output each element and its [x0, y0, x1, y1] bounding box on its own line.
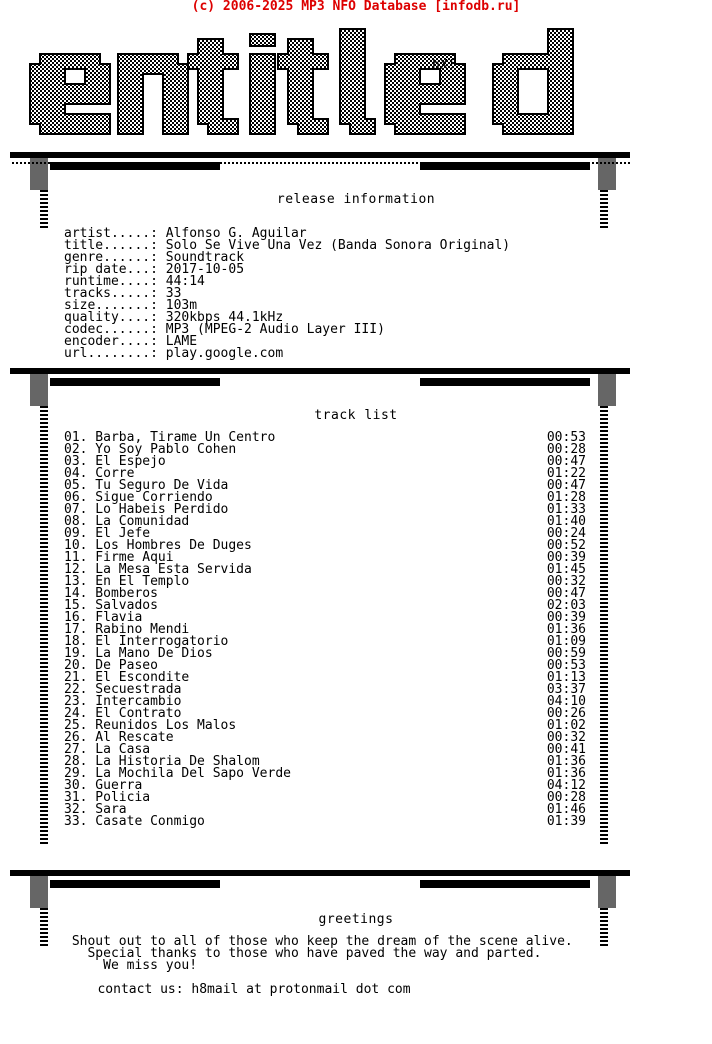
track-title: 27. La Casa: [64, 742, 151, 757]
release-info-key: encoder....:: [64, 334, 166, 349]
logo-tag: hX!: [432, 58, 456, 73]
release-info-value: 320kbps 44.1kHz: [165, 310, 284, 325]
right-border: [600, 406, 608, 846]
track-duration: 00:39: [546, 550, 586, 565]
track-duration: 01:45: [546, 562, 586, 577]
track-title: 29. La Mochila Del Sapo Verde: [64, 766, 291, 781]
track-title: 18. El Interrogatorio: [64, 634, 229, 649]
track-duration: 00:32: [546, 730, 586, 745]
track-title: 24. El Contrato: [64, 706, 182, 721]
entitled-logo: [0, 14, 712, 144]
track-title: 17. Rabino Mendi: [64, 622, 190, 637]
track-duration: 03:37: [546, 682, 586, 697]
track-duration: 01:09: [546, 634, 586, 649]
track-duration: 04:10: [546, 694, 586, 709]
section-divider: [0, 150, 712, 190]
track-title: 20. De Paseo: [64, 658, 158, 673]
track-title: 05. Tu Seguro De Vida: [64, 478, 229, 493]
track-duration: 04:12: [546, 778, 586, 793]
track-title: 32. Sara: [64, 802, 127, 817]
greeting-line: We miss you!: [64, 958, 198, 973]
track-row: [64, 456, 586, 468]
greeting-line: Shout out to all of those who keep the dream of the scene alive.: [64, 934, 573, 949]
release-info-value: play.google.com: [165, 346, 284, 361]
track-row: [64, 768, 586, 780]
track-title: 06. Sigue Corriendo: [64, 490, 213, 505]
track-duration: 01:28: [546, 490, 586, 505]
track-title: 25. Reunidos Los Malos: [64, 718, 237, 733]
track-title: 15. Salvados: [64, 598, 158, 613]
track-duration: 01:33: [546, 502, 586, 517]
release-info-value: 2017-10-05: [165, 262, 245, 277]
release-info-value: 33: [165, 286, 182, 301]
track-row: [64, 792, 586, 804]
track-title: 09. El Jefe: [64, 526, 151, 541]
track-duration: 00:39: [546, 610, 586, 625]
track-duration: 00:53: [546, 658, 586, 673]
track-duration: 00:24: [546, 526, 586, 541]
track-duration: 00:28: [546, 790, 586, 805]
track-duration: 00:47: [546, 454, 586, 469]
section-divider: [0, 366, 712, 406]
track-row: [64, 600, 586, 612]
track-title: 12. La Mesa Esta Servida: [64, 562, 252, 577]
release-info-value: Soundtrack: [165, 250, 245, 265]
release-info-key: artist.....:: [64, 226, 166, 241]
track-title: 10. Los Hombres De Duges: [64, 538, 252, 553]
release-info-value: Solo Se Vive Una Vez (Banda Sonora Original): [165, 238, 511, 253]
release-info-key: codec......:: [64, 322, 166, 337]
release-info-value: 103m: [165, 298, 198, 313]
track-title: 31. Policia: [64, 790, 151, 805]
section-divider: [0, 868, 712, 908]
release-info-row: [64, 348, 283, 360]
release-info-value: LAME: [165, 334, 198, 349]
release-info-key: quality....:: [64, 310, 166, 325]
track-duration: 01:13: [546, 670, 586, 685]
track-title: 07. Lo Habeis Perdido: [64, 502, 229, 517]
track-duration: 00:41: [546, 742, 586, 757]
release-info-key: rip date...:: [64, 262, 166, 277]
track-title: 08. La Comunidad: [64, 514, 190, 529]
track-title: 16. Flavia: [64, 610, 143, 625]
contact-line: contact us: h8mail at protonmail dot com: [74, 982, 411, 997]
track-title: 11. Firme Aqui: [64, 550, 174, 565]
track-duration: 01:36: [546, 754, 586, 769]
track-duration: 01:40: [546, 514, 586, 529]
track-duration: 00:28: [546, 442, 586, 457]
release-info-key: runtime....:: [64, 274, 166, 289]
track-title: 23. Intercambio: [64, 694, 182, 709]
track-duration: 01:36: [546, 766, 586, 781]
track-duration: 01:39: [546, 814, 586, 829]
track-list-title: track list: [314, 408, 398, 423]
track-duration: 00:47: [546, 478, 586, 493]
release-info-key: genre......:: [64, 250, 166, 265]
track-duration: 01:46: [546, 802, 586, 817]
track-title: 04. Corre: [64, 466, 135, 481]
track-duration: 02:03: [546, 598, 586, 613]
top-credit[interactable]: (c) 2006-2025 MP3 NFO Database [infodb.ru]: [191, 0, 521, 14]
release-info-key: tracks.....:: [64, 286, 166, 301]
track-row: [64, 816, 586, 828]
release-info-key: url........:: [64, 346, 166, 361]
track-title: 19. La Mano De Dios: [64, 646, 213, 661]
track-duration: 00:47: [546, 586, 586, 601]
track-title: 21. El Escondite: [64, 670, 190, 685]
release-info-key: title......:: [64, 238, 166, 253]
release-info-value: 44:14: [165, 274, 205, 289]
track-duration: 01:02: [546, 718, 586, 733]
track-duration: 00:53: [546, 430, 586, 445]
track-title: 13. En El Templo: [64, 574, 190, 589]
greetings-title: greetings: [318, 912, 394, 927]
track-title: 30. Guerra: [64, 778, 143, 793]
track-duration: 01:36: [546, 622, 586, 637]
track-title: 33. Casate Conmigo: [64, 814, 205, 829]
track-duration: 01:22: [546, 466, 586, 481]
release-info-value: MP3 (MPEG-2 Audio Layer III): [165, 322, 385, 337]
track-title: 02. Yo Soy Pablo Cohen: [64, 442, 237, 457]
release-info-key: size.......:: [64, 298, 166, 313]
track-title: 01. Barba, Tirame Un Centro: [64, 430, 276, 445]
track-title: 22. Secuestrada: [64, 682, 182, 697]
track-duration: 00:26: [546, 706, 586, 721]
track-duration: 00:59: [546, 646, 586, 661]
release-info-value: Alfonso G. Aguilar: [165, 226, 307, 241]
track-title: 14. Bomberos: [64, 586, 158, 601]
track-title: 03. El Espejo: [64, 454, 166, 469]
greeting-line: Special thanks to those who have paved the way and parted.: [64, 946, 542, 961]
track-duration: 00:52: [546, 538, 586, 553]
track-duration: 00:32: [546, 574, 586, 589]
left-border: [40, 406, 48, 846]
release-info-title: release information: [276, 192, 436, 207]
track-title: 28. La Historia De Shalom: [64, 754, 260, 769]
track-title: 26. Al Rescate: [64, 730, 174, 745]
